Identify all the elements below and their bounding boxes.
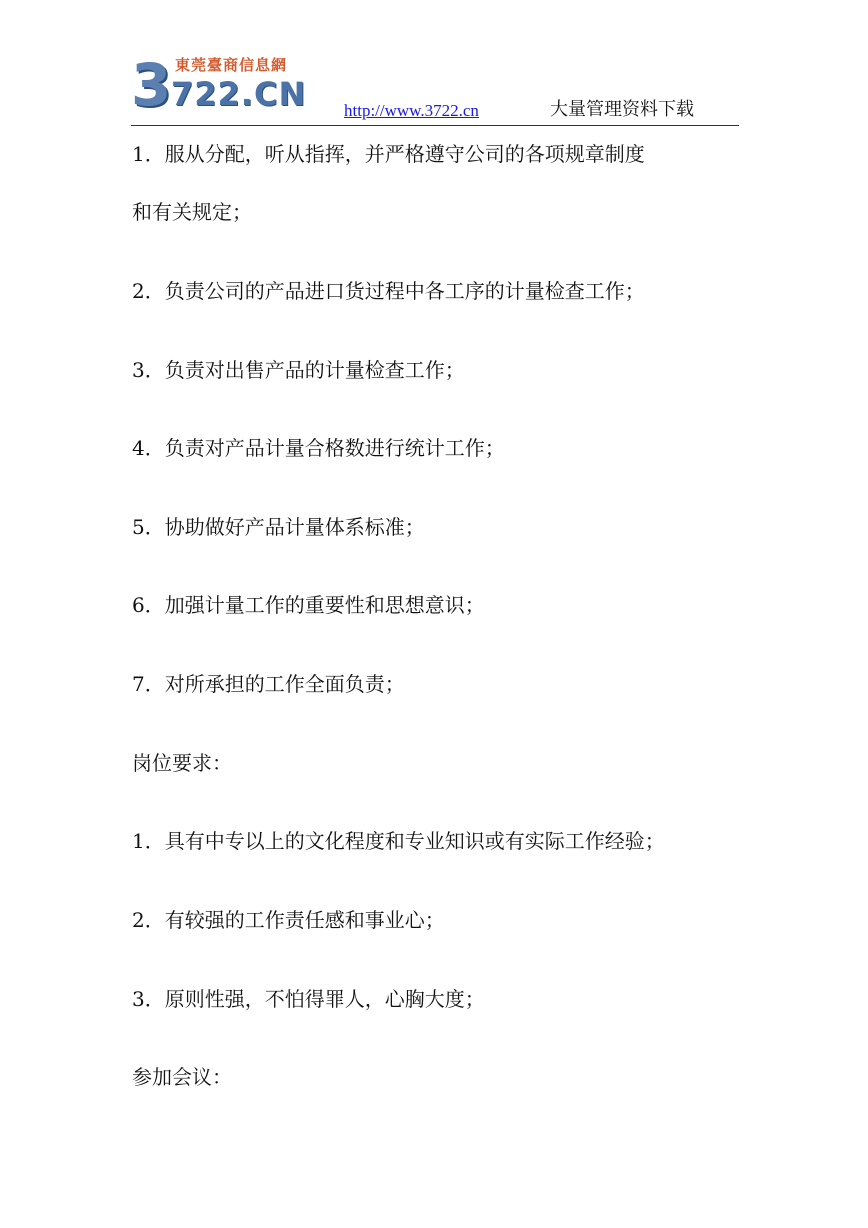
logo-number: 3 [131,51,170,119]
requirement-item-3: 3．原则性强，不怕得罪人，心胸大度； [132,987,485,1011]
duty-item-7: 7．对所承担的工作全面负责； [132,672,405,696]
duty-item-6: 6．加强计量工作的重要性和思想意识； [132,593,485,617]
requirement-item-2: 2．有较强的工作责任感和事业心； [132,908,445,932]
logo-domain: 722.CN [171,75,307,113]
site-url-link[interactable]: http://www.3722.cn [344,101,479,120]
section-heading-meetings: 参加会议： [132,1065,232,1089]
site-logo [131,51,307,122]
duty-item-1: 1．服从分配，听从指挥，并严格遵守公司的各项规章制度 [132,142,645,166]
logo-chinese-name: 東莞臺商信息網 [175,56,288,74]
page-header [131,51,739,128]
duty-item-2: 2．负责公司的产品进口货过程中各工序的计量检查工作； [132,279,645,303]
section-heading-requirements: 岗位要求： [132,751,232,775]
header-tagline: 大量管理资料下载 [550,99,694,120]
duty-item-5: 5．协助做好产品计量体系标准； [132,515,425,539]
duty-item-1-continued: 和有关规定； [132,200,252,224]
header-divider [131,125,739,126]
requirement-item-1: 1．具有中专以上的文化程度和专业知识或有实际工作经验； [132,829,665,853]
duty-item-3: 3．负责对出售产品的计量检查工作； [132,358,465,382]
duty-item-4: 4．负责对产品计量合格数进行统计工作； [132,436,505,460]
